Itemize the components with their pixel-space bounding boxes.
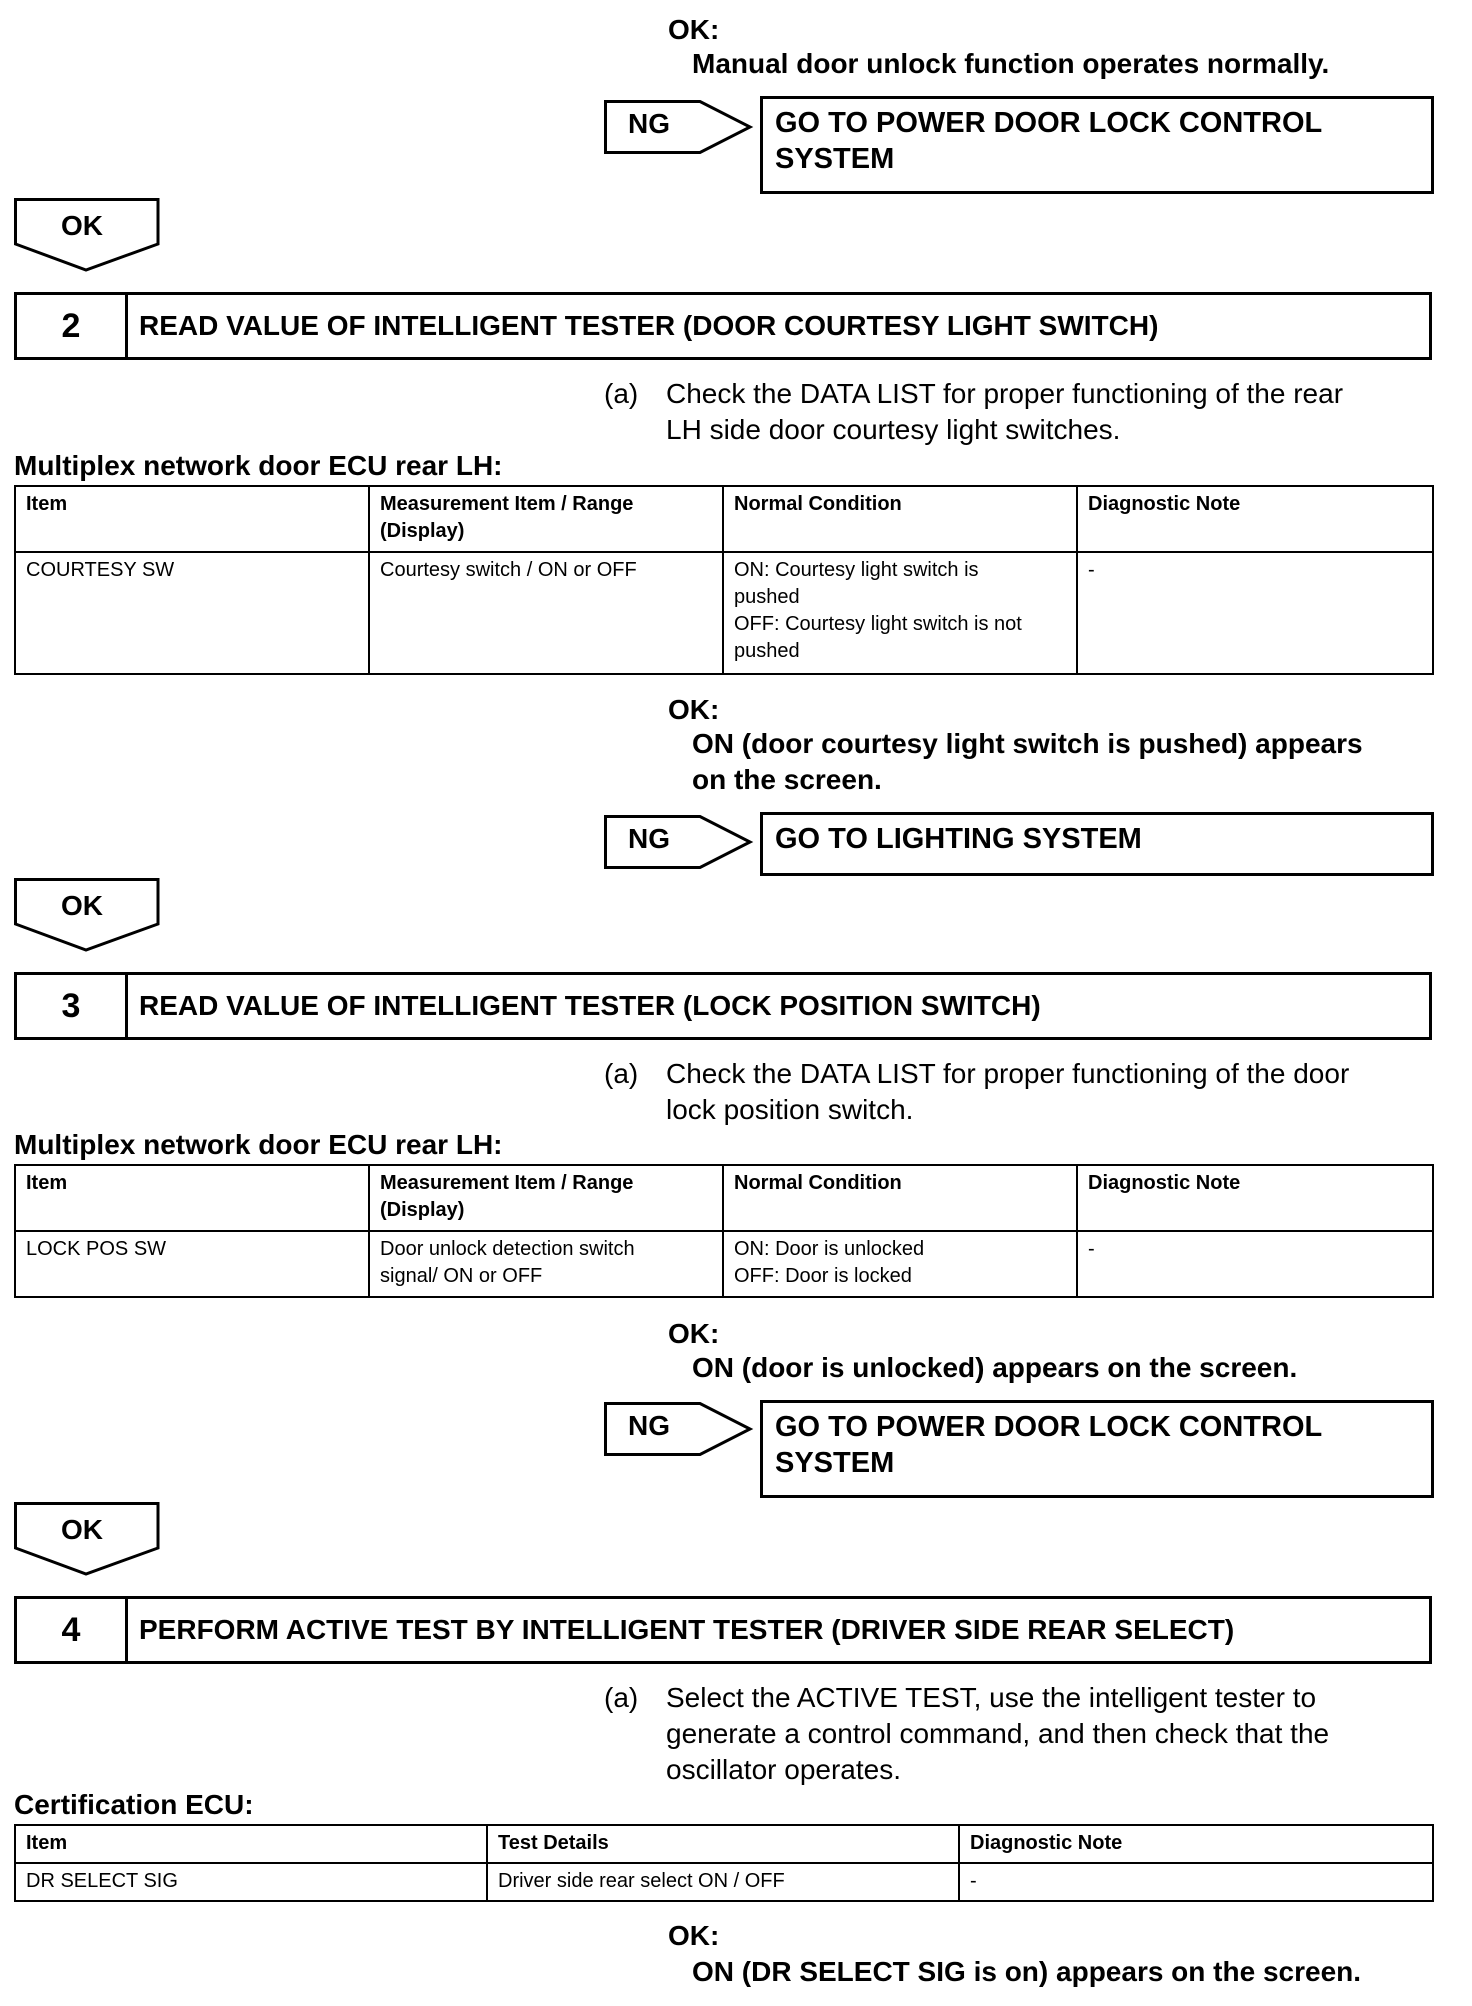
ok-line: on the screen. xyxy=(692,764,882,795)
header-cell: Normal Condition xyxy=(723,486,1077,552)
ok-result-text xyxy=(692,726,1452,798)
step-3-header xyxy=(14,972,1432,1040)
header-cell: Item xyxy=(15,1825,487,1863)
cell-measurement: Courtesy switch / ON or OFF xyxy=(369,552,723,674)
ok-heading: OK: xyxy=(668,1318,720,1349)
ng-arrow-icon xyxy=(604,100,754,154)
step-title: READ VALUE OF INTELLIGENT TESTER (DOOR COURTESY LIGHT SWITCH) xyxy=(139,310,1159,341)
normal-line: pushed xyxy=(734,586,800,608)
instruction-line: Check the DATA LIST for proper functioning of the rear xyxy=(666,378,1344,409)
ng-arrow-icon xyxy=(604,1402,754,1456)
goto-line: GO TO POWER DOOR LOCK CONTROL xyxy=(775,107,1323,139)
header-cell xyxy=(369,1165,723,1231)
ok-flow-arrow xyxy=(14,198,160,277)
step-number: 3 xyxy=(17,975,128,1037)
cell-item: COURTESY SW xyxy=(15,552,369,674)
goto-lighting-system-link[interactable] xyxy=(760,812,1434,876)
cell-details: Driver side rear select ON / OFF xyxy=(487,1863,959,1901)
instruction-line: oscillator operates. xyxy=(666,1754,902,1785)
cell-normal xyxy=(723,1231,1077,1297)
ng-arrow-icon xyxy=(604,815,754,869)
ng-arrow xyxy=(604,815,754,874)
cell-measurement xyxy=(369,1231,723,1297)
header-line: Measurement Item / Range xyxy=(380,1172,634,1194)
data-list-table-lock-pos xyxy=(14,1164,1434,1298)
ok-heading: OK: xyxy=(668,1920,720,1951)
table-header-row xyxy=(15,1165,1433,1231)
cell-note: - xyxy=(1077,552,1433,674)
instruction-line: LH side door courtesy light switches. xyxy=(666,414,1121,445)
cell-normal xyxy=(723,552,1077,674)
header-cell: Diagnostic Note xyxy=(959,1825,1433,1863)
header-line: (Display) xyxy=(380,520,465,542)
step-title: PERFORM ACTIVE TEST BY INTELLIGENT TESTER (DRIVER SIDE REAR SELECT) xyxy=(139,1614,1235,1645)
table-row xyxy=(15,1231,1433,1297)
instruction-line: Check the DATA LIST for proper functioning of the door xyxy=(666,1058,1350,1089)
normal-line: OFF: Courtesy light switch is not xyxy=(734,613,1022,635)
table-caption: Multiplex network door ECU rear LH: xyxy=(14,450,503,481)
normal-line: ON: Courtesy light switch is xyxy=(734,559,979,581)
normal-line: ON: Door is unlocked xyxy=(734,1238,925,1260)
ok-flow-arrow xyxy=(14,1502,160,1581)
header-line: Measurement Item / Range xyxy=(380,493,634,515)
table-row xyxy=(15,1863,1433,1901)
ok-heading: OK: xyxy=(668,694,720,725)
cell-note: - xyxy=(1077,1231,1433,1297)
header-cell: Test Details xyxy=(487,1825,959,1863)
header-cell: Normal Condition xyxy=(723,1165,1077,1231)
ok-label: OK xyxy=(61,890,103,921)
ng-label: NG xyxy=(628,823,670,854)
step-2-header xyxy=(14,292,1432,360)
step-2-instruction xyxy=(604,376,1434,452)
cell-item: LOCK POS SW xyxy=(15,1231,369,1297)
step-number: 2 xyxy=(17,295,128,357)
data-list-table-courtesy xyxy=(14,485,1434,675)
normal-line: pushed xyxy=(734,640,800,662)
ok-flow-arrow xyxy=(14,878,160,957)
ok-label: OK xyxy=(61,1514,103,1545)
cell-item: DR SELECT SIG xyxy=(15,1863,487,1901)
header-cell: Diagnostic Note xyxy=(1077,1165,1433,1231)
ng-arrow xyxy=(604,100,754,159)
cell-note: - xyxy=(959,1863,1433,1901)
header-cell: Item xyxy=(15,1165,369,1231)
table-row xyxy=(15,552,1433,674)
header-cell: Item xyxy=(15,486,369,552)
ok-result-text: Manual door unlock function operates normally. xyxy=(692,48,1330,79)
header-cell: Diagnostic Note xyxy=(1077,486,1433,552)
ok-result-text: ON (DR SELECT SIG is on) appears on the screen. xyxy=(692,1956,1362,1987)
measurement-line: Door unlock detection switch xyxy=(380,1238,635,1260)
goto-line: SYSTEM xyxy=(775,1447,895,1479)
ng-label: NG xyxy=(628,1410,670,1441)
ok-heading: OK: xyxy=(668,14,720,45)
active-test-table xyxy=(14,1824,1434,1902)
step-4-instruction xyxy=(604,1680,1434,1790)
normal-line: OFF: Door is locked xyxy=(734,1265,912,1287)
instruction-line: lock position switch. xyxy=(666,1094,914,1125)
instruction-label: (a) xyxy=(604,1058,639,1089)
measurement-line: signal/ ON or OFF xyxy=(380,1265,543,1287)
table-header-row xyxy=(15,486,1433,552)
ok-result-text: ON (door is unlocked) appears on the screen. xyxy=(692,1352,1298,1383)
instruction-label: (a) xyxy=(604,378,639,409)
ng-arrow xyxy=(604,1402,754,1461)
ok-line: ON (door courtesy light switch is pushed) appears xyxy=(692,728,1363,759)
goto-line: GO TO LIGHTING SYSTEM xyxy=(775,823,1142,855)
goto-line: GO TO POWER DOOR LOCK CONTROL xyxy=(775,1411,1323,1443)
step-4-header xyxy=(14,1596,1432,1664)
header-cell xyxy=(369,486,723,552)
step-number: 4 xyxy=(17,1599,128,1661)
goto-power-door-lock-link[interactable] xyxy=(760,1400,1434,1498)
ok-label: OK xyxy=(61,210,103,241)
table-header-row xyxy=(15,1825,1433,1863)
instruction-label: (a) xyxy=(604,1682,639,1713)
goto-line: SYSTEM xyxy=(775,143,895,175)
header-line: (Display) xyxy=(380,1199,465,1221)
step-3-instruction xyxy=(604,1056,1434,1132)
ng-label: NG xyxy=(628,108,670,139)
instruction-line: generate a control command, and then check that the xyxy=(666,1718,1330,1749)
instruction-line: Select the ACTIVE TEST, use the intelligent tester to xyxy=(666,1682,1317,1713)
goto-power-door-lock-link[interactable] xyxy=(760,96,1434,194)
table-caption: Certification ECU: xyxy=(14,1789,254,1820)
step-title: READ VALUE OF INTELLIGENT TESTER (LOCK POSITION SWITCH) xyxy=(139,990,1041,1021)
table-caption: Multiplex network door ECU rear LH: xyxy=(14,1129,503,1160)
